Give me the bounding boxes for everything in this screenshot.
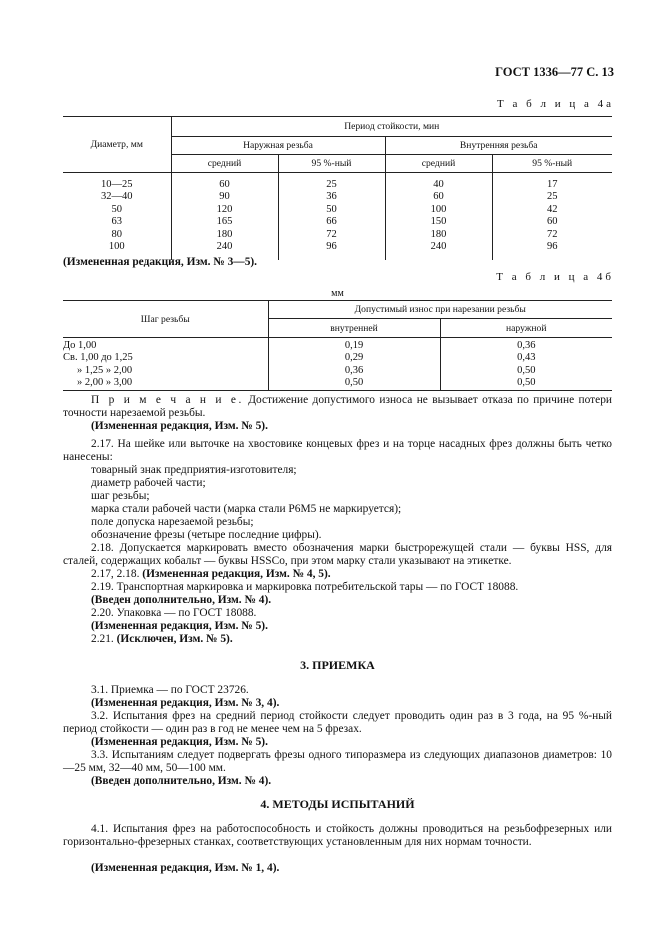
cell: 100 bbox=[108, 241, 125, 253]
paragraph-4-1: 4.1. Испытания фрез на работоспособность и стойкость должны проводиться на резьбофрезерных или горизонтально-фрезерных станках, соответствующих установленным для них нормам точности. bbox=[63, 823, 612, 848]
list-item: обозначение фрезы (четыре последние цифры). bbox=[91, 529, 322, 541]
edit-note: (Измененная редакция, Изм. № 5). bbox=[91, 736, 268, 748]
cell: 25 bbox=[492, 191, 612, 204]
cell: 150 bbox=[385, 216, 492, 229]
cell: 36 bbox=[278, 191, 385, 204]
edit-note: (Введен дополнительно, Изм. № 4). bbox=[91, 775, 272, 787]
cell: 66 bbox=[278, 216, 385, 229]
cell: 60 bbox=[492, 216, 612, 229]
cell: 60 bbox=[171, 179, 278, 192]
cell: 180 bbox=[171, 229, 278, 242]
edit-note: (Измененная редакция, Изм. № 4, 5). bbox=[142, 568, 331, 580]
paragraph-2-17-2-18 bbox=[63, 568, 612, 581]
paragraph-3-3: 3.3. Испытаниям следует подвергать фрезы одного типоразмера из следующих диапазонов диаметров: 10—25 мм, 32—40 мм, 50—100 мм. bbox=[63, 749, 612, 774]
section-4-title: 4. МЕТОДЫ ИСПЫТАНИЙ bbox=[260, 797, 415, 811]
table-row bbox=[63, 204, 612, 217]
table-row bbox=[63, 241, 612, 254]
table-4b-caption: Т а б л и ц а 4б bbox=[496, 271, 614, 283]
sub-95: 95 %-ный bbox=[278, 155, 385, 173]
note-label: П р и м е ч а н и е. bbox=[91, 394, 244, 406]
cell: 0,43 bbox=[440, 352, 612, 365]
section-3-title: 3. ПРИЕМКА bbox=[300, 658, 375, 672]
edit-note: (Введен дополнительно, Изм. № 4). bbox=[91, 594, 272, 606]
col-thread-step: Шаг резьбы bbox=[63, 301, 268, 338]
cell: 100 bbox=[385, 204, 492, 217]
table-row bbox=[63, 229, 612, 242]
table-4a bbox=[63, 116, 612, 260]
sub-95: 95 %-ный bbox=[492, 155, 612, 173]
paragraph-2-21 bbox=[63, 633, 612, 646]
sub-inner: внутренней bbox=[268, 319, 440, 338]
table-4a-caption: Т а б л и ц а 4а bbox=[497, 98, 614, 110]
list-item: марка стали рабочей части (марка стали Р6М5 не маркируется); bbox=[91, 503, 402, 515]
cell: » 2,00 » 3,00 bbox=[77, 377, 133, 389]
table-4b-note bbox=[63, 394, 612, 420]
col-period: Период стойкости, мин bbox=[171, 117, 612, 137]
cell: 0,19 bbox=[268, 340, 440, 353]
cell: 72 bbox=[492, 229, 612, 242]
cell: 0,50 bbox=[440, 377, 612, 390]
cell: 120 bbox=[171, 204, 278, 217]
note-text: Достижение допустимого износа не вызывает отказа по причине потери точности нарезаемой резьбы. bbox=[63, 394, 612, 419]
cell: 42 bbox=[492, 204, 612, 217]
sub-average: средний bbox=[171, 155, 278, 173]
sub-average: средний bbox=[385, 155, 492, 173]
sub-outer: наружной bbox=[440, 319, 612, 338]
edit-note: (Измененная редакция, Изм. № 3, 4). bbox=[91, 697, 280, 709]
col-outer: Наружная резьба bbox=[171, 137, 385, 155]
paragraph-3-1: 3.1. Приемка — по ГОСТ 23726. bbox=[91, 684, 249, 696]
table-row bbox=[63, 377, 612, 390]
cell: 32—40 bbox=[101, 191, 133, 203]
cell: 0,50 bbox=[268, 377, 440, 390]
col-diameter: Диаметр, мм bbox=[63, 117, 171, 173]
cell: 80 bbox=[111, 228, 122, 240]
cell: Св. 1,00 до 1,25 bbox=[63, 352, 133, 364]
table-4b bbox=[63, 300, 612, 391]
cell: 60 bbox=[385, 191, 492, 204]
edit-note: (Измененная редакция, Изм. № 1, 4). bbox=[91, 862, 280, 874]
cell: 96 bbox=[492, 241, 612, 254]
cell: 240 bbox=[385, 241, 492, 254]
list-item: шаг резьбы; bbox=[91, 490, 150, 502]
cell: 40 bbox=[385, 179, 492, 192]
cell: 0,50 bbox=[440, 365, 612, 378]
cell: 10—25 bbox=[101, 178, 133, 190]
cell: 90 bbox=[171, 191, 278, 204]
col-inner: Внутренняя резьба bbox=[385, 137, 612, 155]
table-row bbox=[63, 191, 612, 204]
cell: 17 bbox=[492, 179, 612, 192]
table-row bbox=[63, 352, 612, 365]
table-row bbox=[63, 365, 612, 378]
list-item: диаметр рабочей части; bbox=[91, 477, 206, 489]
edit-note: (Исключен, Изм. № 5). bbox=[116, 633, 233, 645]
cell: 63 bbox=[111, 216, 122, 228]
paragraph-3-2: 3.2. Испытания фрез на средний период стойкости следует проводить один раз в 3 года, на 95 %-ный период стойкости — один раз в год не менее чем на 5 фрезах. bbox=[63, 710, 612, 735]
cell: 72 bbox=[278, 229, 385, 242]
col-wear: Допустимый износ при нарезании резьбы bbox=[268, 301, 612, 319]
edit-note: (Измененная редакция, Изм. № 5). bbox=[91, 620, 268, 632]
table-row bbox=[63, 179, 612, 192]
cell: 165 bbox=[171, 216, 278, 229]
table-4b-unit: мм bbox=[331, 288, 344, 299]
paragraph-2-17: 2.17. На шейке или выточке на хвостовике концевых фрез и на торце насадных фрез должны быть четко нанесены: bbox=[63, 438, 612, 463]
paragraph-number: 2.21. bbox=[91, 633, 114, 645]
cell: 240 bbox=[171, 241, 278, 254]
cell: 0,36 bbox=[440, 340, 612, 353]
list-item: товарный знак предприятия-изготовителя; bbox=[91, 464, 297, 476]
paragraph-number: 2.17, 2.18. bbox=[91, 568, 140, 580]
table-row bbox=[63, 340, 612, 353]
cell: » 1,25 » 2,00 bbox=[77, 364, 133, 376]
cell: 0,36 bbox=[268, 365, 440, 378]
cell: 25 bbox=[278, 179, 385, 192]
cell: 180 bbox=[385, 229, 492, 242]
list-item: поле допуска нарезаемой резьбы; bbox=[91, 516, 254, 528]
cell: 50 bbox=[111, 203, 122, 215]
cell: До 1,00 bbox=[63, 339, 97, 351]
paragraph-2-19: 2.19. Транспортная маркировка и маркировка потребительской тары — по ГОСТ 18088. bbox=[91, 581, 519, 593]
cell: 96 bbox=[278, 241, 385, 254]
page-header: ГОСТ 1336—77 С. 13 bbox=[495, 65, 614, 79]
cell: 50 bbox=[278, 204, 385, 217]
table-row bbox=[63, 216, 612, 229]
paragraph-2-18: 2.18. Допускается маркировать вместо обозначения марки быстрорежущей стали — буквы HSS, для сталей, содержащих кобальт — буквы HSSCo, при этом марку стали указывают на этикетке. bbox=[63, 542, 612, 567]
note-edit: (Измененная редакция, Изм. № 5). bbox=[91, 420, 268, 432]
cell: 0,29 bbox=[268, 352, 440, 365]
table-4a-edit-note: (Измененная редакция, Изм. № 3—5). bbox=[63, 256, 258, 268]
paragraph-2-20: 2.20. Упаковка — по ГОСТ 18088. bbox=[91, 607, 257, 619]
